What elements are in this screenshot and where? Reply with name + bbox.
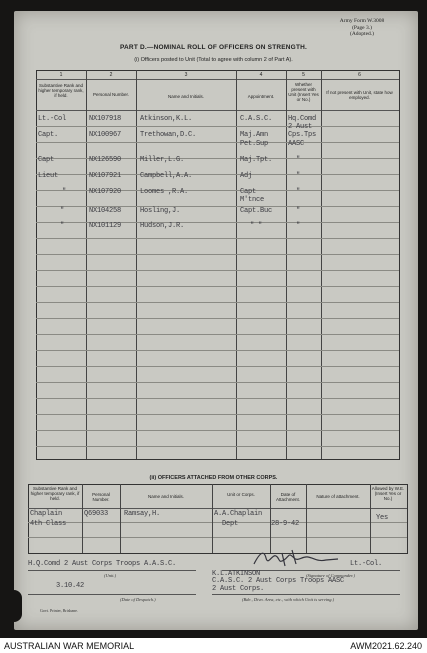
row-2-appointment-2: Pet.Sup [240, 140, 269, 148]
attached-name: Ramsay,H. [124, 510, 161, 518]
header-not-present: If not present with Unit, state how employed. [326, 90, 393, 100]
row-1-name: Atkinson,K.L. [140, 115, 193, 123]
row-3-appointment: Maj.Tpt. [240, 156, 273, 164]
row-5-appointment: Capt [240, 188, 257, 196]
table-rule [36, 79, 399, 80]
row-5-name: Loomes ,R.A. [140, 188, 189, 196]
unit-typed: H.Q.Comd 2 Aust Corps Troops A.A.S.C. [28, 560, 177, 568]
row-4-appointment: Adj [240, 172, 253, 180]
attached-number: Q69033 [84, 510, 109, 518]
attached-header-number: Personal Number. [92, 492, 110, 502]
officers-posted-table [36, 70, 400, 460]
row-4-number: NX107921 [89, 172, 122, 180]
attached-rank-2: 4th Class [30, 520, 67, 528]
section-one-title: (i) Officers posted to Unit (Total to agree with column 2 of Part A). [134, 57, 293, 63]
attached-rank: Chaplain [30, 510, 63, 518]
despatch-caption: (Date of Despatch.) [120, 597, 156, 602]
row-2-rank: Capt. [38, 131, 59, 139]
header-rank: Substantive Rank and higher temporary rank, if held. [38, 83, 84, 98]
army-form-number: Army Form W.3008 [339, 18, 385, 24]
torn-edge [10, 590, 22, 622]
attached-unit: A.A.Chaplain [214, 510, 263, 518]
attached-header-nature: Nature of attachment. [316, 494, 360, 499]
row-2-number: NX100967 [89, 131, 122, 139]
despatch-date: 3.10.42 [56, 582, 85, 590]
row-6-appointment: Capt.Buc [240, 207, 273, 215]
attached-header-name: Name and Initials. [147, 494, 185, 499]
header-name: Name and Initials. [167, 94, 205, 99]
commander-signature [252, 548, 342, 570]
attached-unit-2: Dept [222, 520, 239, 528]
row-5-rank: " [62, 188, 67, 196]
attached-header-unit: Unit or Corps. [227, 492, 255, 497]
station-caption: (Bde., Divn. Area, etc., with which Unit is serving.) [242, 597, 335, 602]
column-number: 4 [259, 72, 263, 78]
station-typed-2: C.A.S.C. 2 Aust Corps Troops AASC [212, 577, 345, 585]
row-3-number: NX126590 [89, 156, 122, 164]
attached-header-allowed: Allowed by W.E. (Insert Yes or No.) [371, 486, 405, 501]
header-personal-number: Personal Number. [92, 92, 130, 97]
row-3-name: Miller,L.G. [140, 156, 185, 164]
header-appointment: Appointment. [247, 94, 275, 99]
page-number: (Page 3.) [352, 25, 372, 31]
row-2-name: Trethowan,D.C. [140, 131, 197, 139]
row-2-present-2: AASC [288, 140, 305, 148]
row-1-rank: Lt.-Col [38, 115, 67, 123]
row-1-present-extra: 2 Aust [288, 123, 313, 131]
row-6-name: Hosling,J. [140, 207, 181, 215]
column-number: 6 [358, 72, 361, 78]
header-present: Whether present with Unit (Insert Yes or No.) [288, 82, 319, 102]
row-5-number: NX107920 [89, 188, 122, 196]
row-6-rank: " [60, 207, 65, 215]
row-7-name: Hudson,J.R. [140, 222, 185, 230]
column-number: 2 [109, 72, 113, 78]
row-1-appointment: C.A.S.C. [240, 115, 273, 123]
row-5-appointment-2: M'tnce [240, 196, 265, 204]
row-2-appointment: Maj.Amn [240, 131, 269, 139]
row-4-rank: Lieut [38, 172, 59, 180]
column-number: 3 [184, 72, 188, 78]
row-7-appointment: " " [250, 222, 263, 230]
row-3-present: " [296, 156, 301, 164]
section-two-title: (ii) OFFICERS ATTACHED FROM OTHER CORPS. [149, 475, 278, 481]
row-2-present: Cps.Tps [288, 131, 317, 139]
row-1-number: NX107918 [89, 115, 122, 123]
caption-source: AUSTRALIAN WAR MEMORIAL [4, 641, 135, 651]
row-4-present: " [296, 172, 301, 180]
row-5-present: " [296, 188, 301, 196]
row-6-number: NX104258 [89, 207, 122, 215]
column-number: 1 [59, 72, 63, 78]
printer-imprint: Govt. Printer, Brisbane. [40, 608, 78, 613]
row-7-present: " [296, 222, 301, 230]
commander-typed: Lt.-Col. [350, 560, 383, 568]
row-7-rank: " [60, 222, 65, 230]
part-title: PART D.—NOMINAL ROLL OF OFFICERS ON STRENGTH. [119, 44, 308, 51]
column-number: 5 [302, 72, 305, 78]
unit-caption: (Unit.) [104, 573, 117, 578]
commander-caption: (Signature of Commander.) [306, 573, 355, 578]
adopted-note: (Adopted.) [350, 31, 374, 37]
row-3-rank: Capt [38, 156, 55, 164]
station-typed-3: 2 Aust Corps. [212, 585, 265, 593]
row-1-present: Hq.Comd [288, 115, 317, 123]
station-typed-1: K.L.ATKINSON [212, 570, 261, 578]
table-rule [36, 110, 399, 111]
row-4-name: Campbell,A.A. [140, 172, 193, 180]
caption-accession: AWM2021.62.240 [350, 641, 422, 651]
attached-header-date: Date of Attachment. [275, 492, 300, 502]
row-6-present: " [296, 207, 301, 215]
row-7-number: NX101129 [89, 222, 122, 230]
attached-date: 28-9-42 [271, 520, 300, 528]
attached-header-rank: Substantive Rank and higher temporary rank, if held. [30, 486, 80, 501]
attached-allowed: Yes [376, 514, 389, 522]
